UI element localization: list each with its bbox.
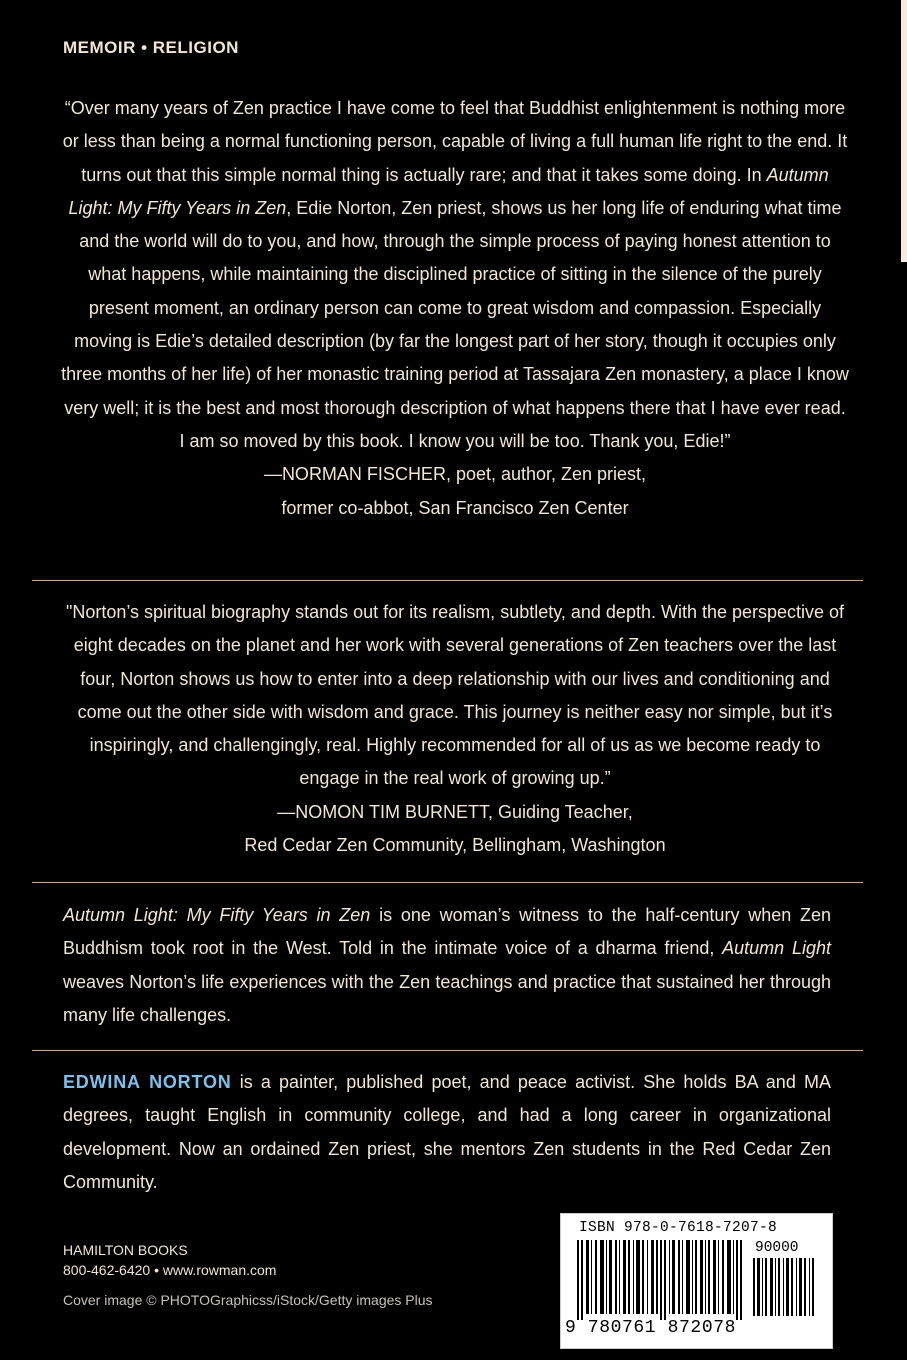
book-description: Autumn Light: My Fifty Years in Zen is one woman’s witness to the half-century when Zen Buddhism took root in the West. Told in the intimate voice of a dharma friend, Autumn Light weaves Norton’s life experiences with the Zen teachings and practice that sustained her through many life challenges. bbox=[63, 905, 832, 1025]
isbn-barcode bbox=[560, 1213, 833, 1349]
blurb-attribution-affiliation: former co-abbot, San Francisco Zen Center bbox=[281, 497, 629, 518]
cover-image-credit: Cover image © PHOTOGraphicss/iStock/Getty images Plus bbox=[63, 1292, 433, 1308]
book-title-short: Autumn Light bbox=[722, 938, 831, 959]
author-name: EDWINA NORTON bbox=[63, 1072, 232, 1092]
ean-barcode-bars bbox=[577, 1240, 747, 1320]
blurb-text: "Norton’s spiritual biography stands out for its realism, subtlety, and depth. With the perspective of eight decades on the planet and her work with several generations of Zen teachers over the last four, Norton shows us how to enter into a deep relationship with our lives and conditioning and come out the other side with wisdom and grace. This journey is neither easy nor simple, but it’s inspiringly, and challengingly, real. Highly recommended for all of us as we become ready to engage in the real work of growing up.” bbox=[65, 602, 845, 789]
book-title: Autumn Light: My Fifty Years in Zen bbox=[63, 905, 371, 925]
author-bio: EDWINA NORTON is a painter, published poet, and peace activist. She holds BA and MA degrees, taught English in community college, and had a long career in organizational development. Now an ordained Zen priest, she mentors Zen students in the Red Cedar Zen Community. bbox=[63, 1072, 831, 1192]
blurb-attribution-affiliation: Red Cedar Zen Community, Bellingham, Washington bbox=[244, 835, 666, 856]
page-edge-strip bbox=[901, 0, 907, 262]
publisher-name: HAMILTON BOOKS bbox=[63, 1242, 188, 1258]
blurb-attribution: —NORMAN FISCHER, poet, author, Zen priest, bbox=[263, 464, 647, 485]
category-label: MEMOIR • RELIGION bbox=[63, 38, 239, 57]
ean-digits: 9 780761 872078 bbox=[565, 1318, 737, 1338]
price-code: 90000 bbox=[755, 1240, 799, 1256]
blurb-nomon-tim-burnett bbox=[60, 596, 850, 862]
divider-rule bbox=[32, 580, 863, 581]
price-addon-bars bbox=[753, 1258, 815, 1316]
publisher-block bbox=[63, 1240, 276, 1280]
blurb-norman-fischer bbox=[60, 92, 850, 525]
isbn-number: ISBN 978-0-7618-7207-8 bbox=[579, 1220, 778, 1236]
divider-rule bbox=[32, 882, 863, 883]
blurb-text: “Over many years of Zen practice I have come to feel that Buddhist enlightenment is nothing more or less than being a normal functioning person, capable of living a full human life right to the end. It turns out that this simple normal thing is actually rare; and that it takes some doing. In Autumn Light: My Fifty Years in Zen, Edie Norton, Zen priest, shows us her long life of enduring what time and the world will do to you, and how, through the simple process of paying honest attention to what happens, while maintaining the disciplined practice of sitting in the silence of the purely present moment, an ordinary person can come to great wisdom and compassion. Especially moving is Edie’s detailed description (by far the longest part of her story, though it occupies only three months of her life) of her monastic training period at Tassajara Zen monastery, a place I know very well; it is the best and most thorough description of what happens there that I have ever read. I am so moved by this book. I know you will be too. Thank you, Edie!” bbox=[61, 98, 849, 451]
publisher-contact: 800-462-6420 • www.rowman.com bbox=[63, 1262, 277, 1278]
divider-rule bbox=[32, 1050, 863, 1051]
book-title: Autumn Light: My Fifty Years in Zen bbox=[68, 164, 829, 218]
blurb-attribution: —NOMON TIM BURNETT, Guiding Teacher, bbox=[277, 801, 633, 822]
